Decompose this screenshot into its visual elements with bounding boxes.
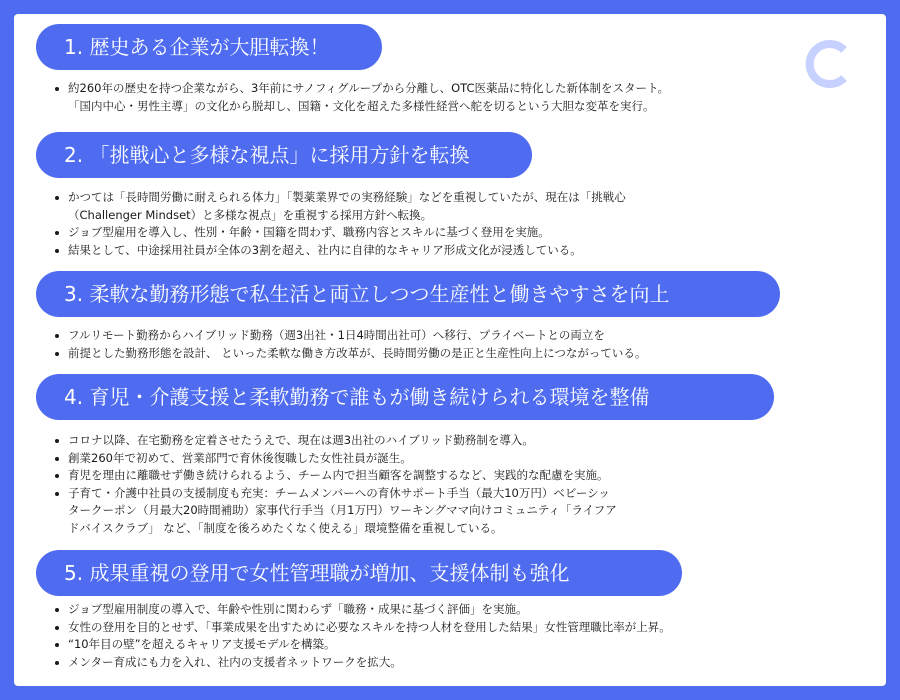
section-5-heading: 5. 成果重視の登用で女性管理職が増加、支援体制も強化 [36, 550, 682, 596]
section-2-heading: 2. 「挑戦心と多様な視点」に採用方針を転換 [36, 132, 532, 178]
section-2-bullets [52, 189, 626, 259]
bullet-item: 子育て・介護中社員の支援制度も充実：チームメンバーへの育休サポート手当（最大10万円）ベビーシッ タークーポン（月最大20時間補助）家事代行手当（月1万円）ワーキングママ向けコミュニティ「ライフア ドバイスクラブ」 など、「制度を後ろめたくなく使える」環境整備を重視している。 [68, 485, 617, 538]
bullet-item: フルリモート勤務からハイブリッド勤務（週3出社・1日4時間出社可）へ移行、プライベートとの両立を [68, 327, 646, 345]
section-5-bullets [52, 601, 671, 671]
section-4-heading: 4. 育児・介護支援と柔軟勤務で誰もが働き続けられる環境を整備 [36, 374, 774, 420]
content-card [14, 14, 886, 686]
bullet-item: かつては「長時間労働に耐えられる体力」「製薬業界での実務経験」などを重視していたが、現在は「挑戦心 （Challenger Mindset）と多様な視点」を重視する採用方針へ転換。 [68, 189, 626, 224]
bullet-item: 前提とした勤務形態を設計、 といった柔軟な働き方改革が、長時間労働の是正と生産性向上につながっている。 [68, 345, 646, 363]
bullet-item: 育児を理由に離職せず働き続けられるよう、チーム内で担当顧客を調整するなど、実践的な配慮を実施。 [68, 467, 617, 485]
section-4-bullets [52, 432, 617, 537]
bullet-item: メンター育成にも力を入れ、社内の支援者ネットワークを拡大。 [68, 654, 671, 672]
bullet-item: 女性の登用を目的とせず、「事業成果を出すために必要なスキルを持つ人材を登用した結果」女性管理職比率が上昇。 [68, 619, 671, 637]
bullet-item: ジョブ型雇用制度の導入で、年齢や性別に関わらず「職務・成果に基づく評価」を実施。 [68, 601, 671, 619]
section-3-bullets [52, 327, 646, 362]
bullet-item: 創業260年で初めて、営業部門で育休後復職した女性社員が誕生。 [68, 450, 617, 468]
bullet-item: コロナ以降、在宅勤務を定着させたうえで、現在は週3出社のハイブリッド勤務制を導入。 [68, 432, 617, 450]
bullet-item: 結果として、中途採用社員が全体の3割を超え、社内に自律的なキャリア形成文化が浸透している。 [68, 242, 626, 260]
bullet-item: 約260年の歴史を持つ企業ながら、3年前にサノフィグループから分離し、OTC医薬品に特化した新体制をスタート。 「国内中心・男性主導」の文化から脱却し、国籍・文化を超えた多様性経営へ舵を切るという大胆な変革を実行。 [68, 80, 669, 115]
bullet-item: ジョブ型雇用を導入し、性別・年齢・国籍を問わず、職務内容とスキルに基づく登用を実施。 [68, 224, 626, 242]
company-logo-c-icon [800, 36, 856, 92]
section-1-bullets [52, 80, 669, 115]
section-3-heading: 3. 柔軟な勤務形態で私生活と両立しつつ生産性と働きやすさを向上 [36, 271, 780, 317]
bullet-item: “10年目の壁”を超えるキャリア支援モデルを構築。 [68, 636, 671, 654]
section-1-heading: 1. 歴史ある企業が大胆転換！ [36, 24, 382, 70]
